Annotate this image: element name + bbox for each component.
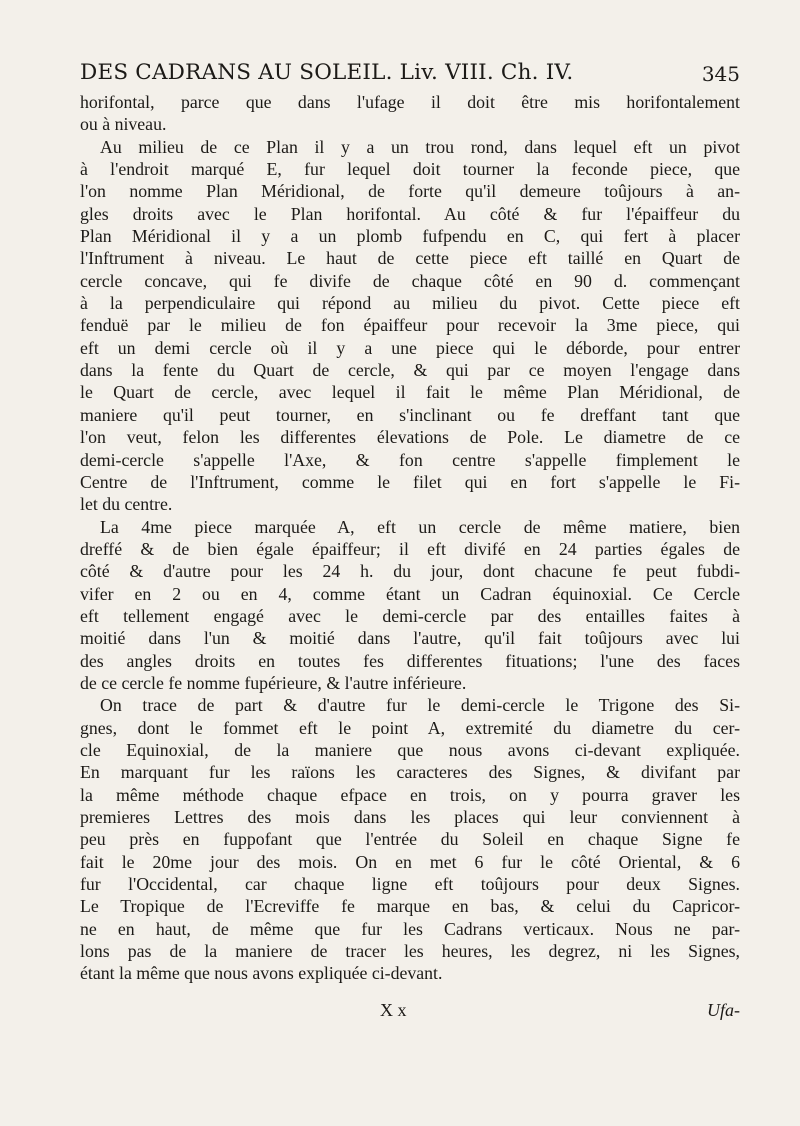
- text-line: fur l'Occidental, car chaque ligne eft toûjours pour deux Signes.: [80, 874, 740, 895]
- text-line: gles droits avec le Plan horifontal. Au côté & fur l'épaiffeur du: [80, 203, 740, 224]
- text-line: dans la fente du Quart de cercle, & qui par ce moyen l'engage dans: [80, 360, 740, 381]
- text-line: let du centre.: [80, 494, 173, 515]
- text-line: l'on nomme Plan Méridional, de forte qu'il demeure toûjours à an-: [80, 181, 740, 202]
- text-line: eft tellement engagé avec le demi-cercle par des entailles faites à: [80, 605, 740, 626]
- text-line: fait le 20me jour des mois. On en met 6 fur le côté Oriental, & 6: [80, 851, 740, 872]
- text-line: côté & d'autre pour les 24 h. du jour, dont chacune fe peut fubdi-: [80, 561, 740, 582]
- text-line: fenduë par le milieu de fon épaiffeur pour recevoir la 3me piece, qui: [80, 315, 740, 336]
- text-line: eft un demi cercle où il y a une piece qui le déborde, pour entrer: [80, 337, 740, 358]
- text-line: de ce cercle fe nomme fupérieure, & l'autre inférieure.: [80, 672, 467, 693]
- page-body: [80, 91, 740, 985]
- paragraph: [80, 694, 740, 984]
- page-number: 345: [701, 62, 740, 86]
- text-line: Centre de l'Inftrument, comme le filet qui en fort s'appelle le Fi-: [80, 471, 740, 492]
- text-line: vifer en 2 ou en 4, comme étant un Cadran équinoxial. Ce Cercle: [80, 583, 740, 604]
- text-line: l'on veut, felon les differentes élevations de Pole. Le diametre de ce: [80, 427, 740, 448]
- text-line: étant la même que nous avons expliquée ci-devant.: [80, 963, 443, 984]
- text-line: des angles droits en toutes fes differentes fituations; l'une des faces: [80, 650, 740, 671]
- text-line: à l'endroit marqué E, fur lequel doit tourner la feconde piece, que: [80, 159, 740, 180]
- text-line: peu près en fuppofant que l'entrée du Soleil en chaque Signe fe: [80, 829, 740, 850]
- paragraph: [80, 516, 740, 695]
- paragraph: [80, 136, 740, 516]
- text-line: moitié dans l'un & moitié dans l'autre, qu'il fait toûjours avec lui: [80, 628, 740, 649]
- page-footer: [80, 1000, 740, 1026]
- text-line: La 4me piece marquée A, eft un cercle de même matiere, bien: [100, 516, 740, 537]
- text-line: Le Tropique de l'Ecreviffe fe marque en bas, & celui du Capricor-: [80, 896, 740, 917]
- text-line: la même méthode chaque efpace en trois, on y pourra graver les: [80, 784, 740, 805]
- signature-mark: X x: [380, 1000, 407, 1020]
- text-line: cercle concave, qui fe divife de chaque côté en 90 d. commençant: [80, 270, 740, 291]
- text-line: ou à niveau.: [80, 114, 167, 135]
- text-line: dreffé & de bien égale épaiffeur; il eft divifé en 24 parties égales de: [80, 538, 740, 559]
- text-line: En marquant fur les raïons les caracteres des Signes, & divifant par: [80, 762, 740, 783]
- text-line: l'Inftrument à niveau. Le haut de cette piece eft taillé en Quart de: [80, 248, 740, 269]
- catchword: Ufa-: [707, 1000, 740, 1020]
- paragraph: [80, 91, 740, 136]
- text-line: horifontal, parce que dans l'ufage il doit être mis horifontalement: [80, 92, 740, 112]
- text-line: ne en haut, de même que fur les Cadrans verticaux. Nous ne par-: [80, 918, 740, 939]
- text-line: Plan Méridional il y a un plomb fufpendu en C, qui fert à placer: [80, 226, 740, 247]
- text-line: cle Equinoxial, de la maniere que nous avons ci-devant expliquée.: [80, 739, 740, 760]
- text-line: gnes, dont le fommet eft le point A, extremité du diametre du cer-: [80, 717, 740, 738]
- text-line: à la perpendiculaire qui répond au milieu du pivot. Cette piece eft: [80, 293, 740, 314]
- text-line: demi-cercle s'appelle l'Axe, & fon centre s'appelle fimplement le: [80, 449, 740, 470]
- text-line: le Quart de cercle, avec lequel il fait le même Plan Méridional, de: [80, 382, 740, 403]
- text-line: premieres Lettres des mois dans les places qui leur conviennent à: [80, 807, 740, 827]
- text-line: maniere qu'il peut tourner, en s'inclinant ou fe dreffant tant que: [80, 404, 740, 425]
- running-title: DES CADRANS AU SOLEIL. Liv. VIII. Ch. IV.: [80, 60, 574, 85]
- text-line: On trace de part & d'autre fur le demi-cercle le Trigone des Si-: [100, 695, 740, 716]
- text-line: Au milieu de ce Plan il y a un trou rond, dans lequel eft un pivot: [100, 136, 740, 157]
- running-header: [80, 60, 740, 94]
- text-line: lons pas de la maniere de tracer les heures, les degrez, ni les Signes,: [80, 941, 740, 962]
